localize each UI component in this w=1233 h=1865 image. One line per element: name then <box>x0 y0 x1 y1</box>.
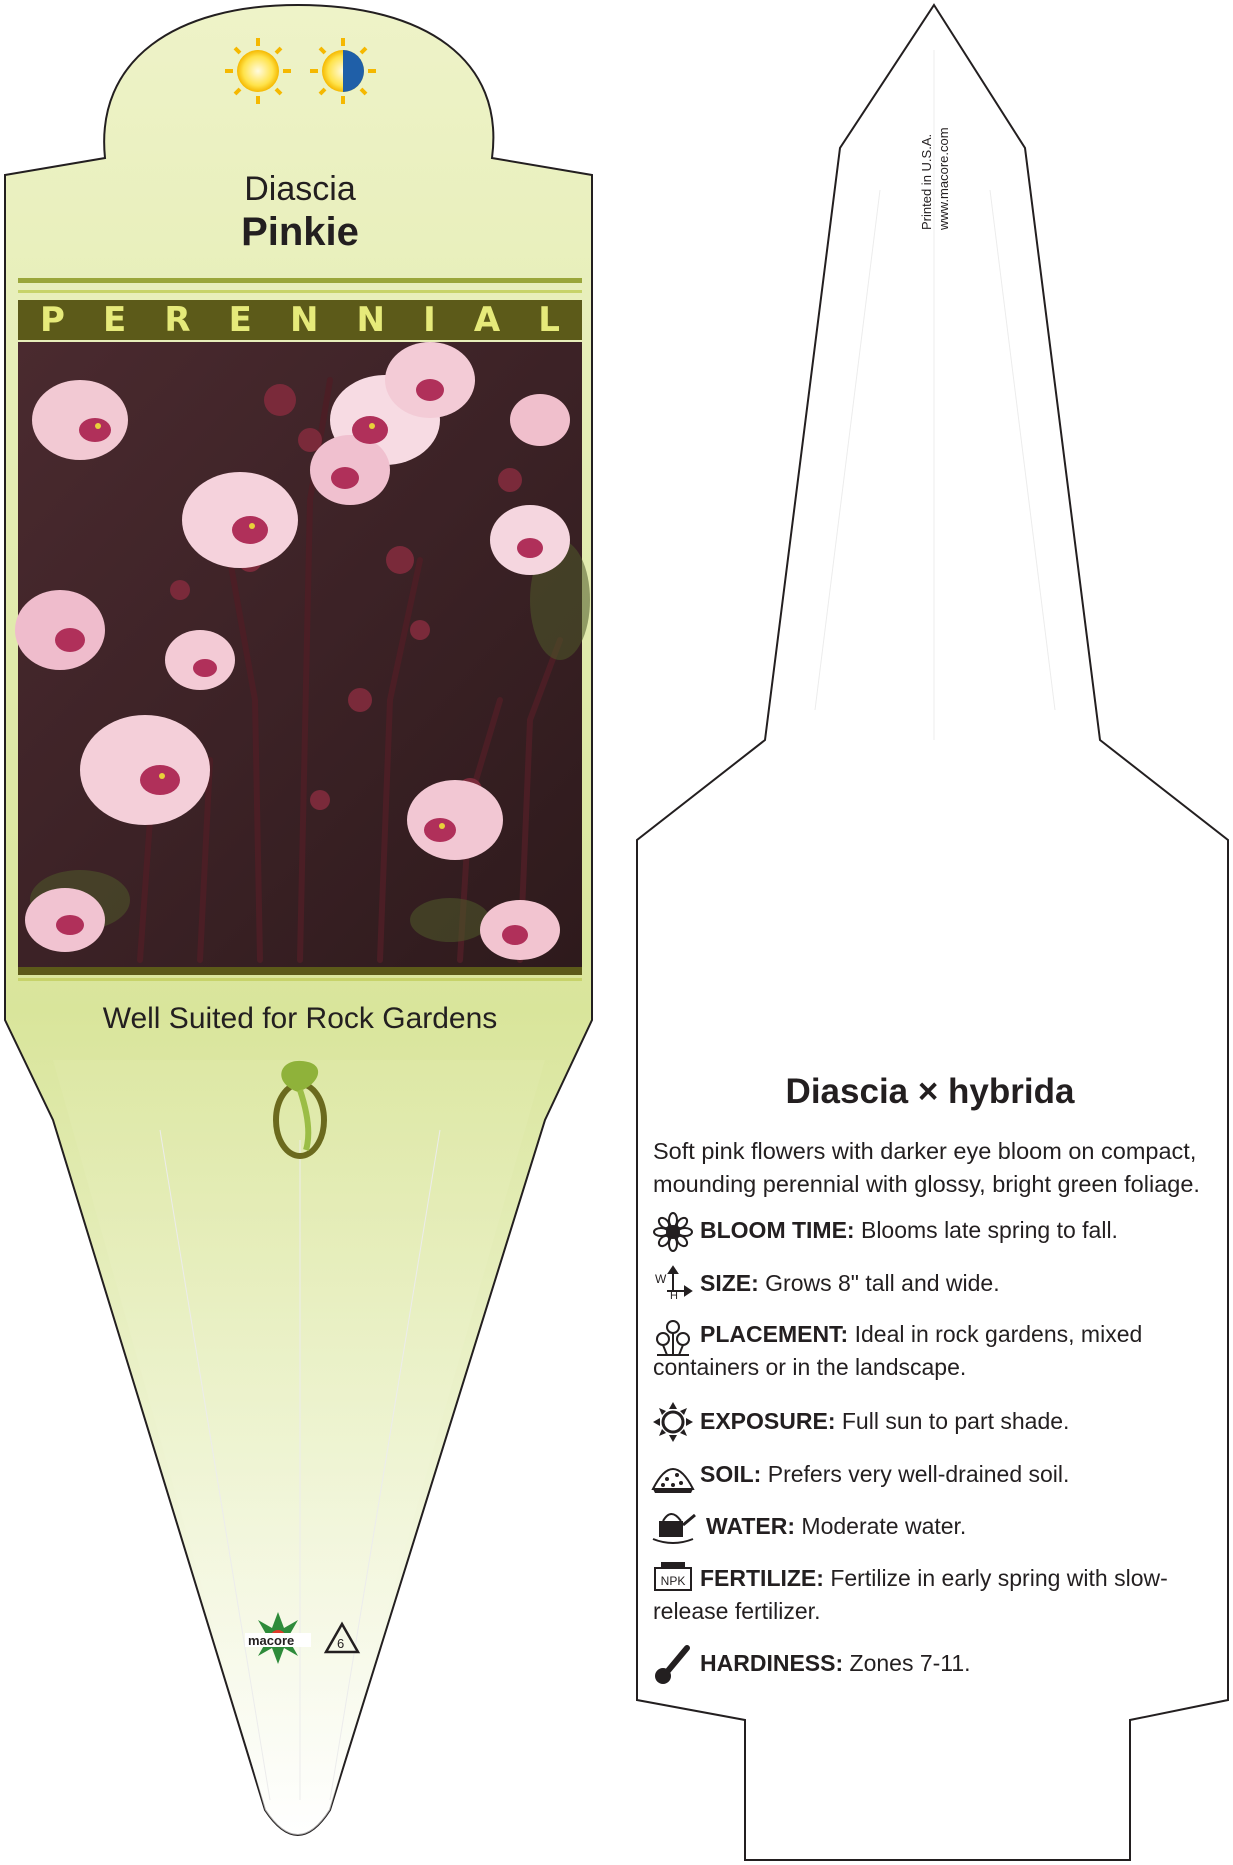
attribute-label: EXPOSURE: <box>700 1408 836 1434</box>
attribute-label: HARDINESS: <box>700 1650 844 1676</box>
genus-name: Diascia <box>244 170 356 208</box>
printed-country: Printed in U.S.A. <box>919 133 934 230</box>
species-title: Diascia × hybrida <box>785 1072 1075 1111</box>
category-letter: L <box>538 300 560 340</box>
size-w-label: W <box>655 1272 667 1286</box>
category-letter: I <box>423 300 436 340</box>
cultivar-name: Pinkie <box>241 210 359 254</box>
printed-info <box>918 127 952 230</box>
attribute-text: Fertilize in early spring with slow-release fertilizer. <box>653 1565 1168 1624</box>
macore-logo-text: macore <box>248 1633 295 1648</box>
category-letter: E <box>103 300 127 340</box>
attribute-label: WATER: <box>706 1513 796 1539</box>
attribute-label: FERTILIZE: <box>700 1565 824 1591</box>
attribute-text: Zones 7-11. <box>849 1650 971 1676</box>
attribute-text: Full sun to part shade. <box>841 1408 1070 1434</box>
category-letter: N <box>289 300 319 340</box>
recycle-code: 6 <box>337 1636 345 1651</box>
plant-description: Soft pink flowers with darker eye bloom on compact, mounding perennial with glossy, bright green foliage. <box>653 1138 1200 1197</box>
attribute-water <box>706 1510 1220 1543</box>
attribute-size <box>700 1267 1220 1300</box>
attribute-label: SOIL: <box>700 1461 762 1487</box>
printed-website: www.macore.com <box>936 127 951 230</box>
attribute-exposure <box>700 1405 1220 1438</box>
category-letter: N <box>356 300 385 340</box>
tagline: Well Suited for Rock Gardens <box>102 1002 498 1035</box>
flower-photo <box>15 342 590 967</box>
attribute-text: Prefers very well-drained soil. <box>767 1461 1070 1487</box>
attribute-label: BLOOM TIME: <box>700 1217 855 1243</box>
category-band <box>18 300 582 340</box>
attribute-text: Blooms late spring to fall. <box>860 1217 1118 1243</box>
size-h-label: H <box>670 1290 678 1302</box>
category-letter: E <box>228 300 252 340</box>
attribute-placement <box>653 1318 1213 1384</box>
attribute-text: Moderate water. <box>801 1513 967 1539</box>
attribute-label: SIZE: <box>700 1270 759 1296</box>
attribute-fertilize <box>653 1562 1213 1628</box>
attribute-text: Grows 8" tall and wide. <box>765 1270 1000 1296</box>
attribute-bloom-time <box>700 1214 1220 1247</box>
category-letter: R <box>164 300 191 340</box>
category-letter: A <box>473 300 501 340</box>
attribute-text: Ideal in rock gardens, mixed containers or in the landscape. <box>653 1321 1143 1380</box>
attribute-hardiness <box>700 1647 1220 1680</box>
category-letter: P <box>40 300 65 340</box>
attribute-soil <box>700 1458 1220 1491</box>
attribute-label: PLACEMENT: <box>700 1321 849 1347</box>
npk-label: NPK <box>660 1574 686 1588</box>
